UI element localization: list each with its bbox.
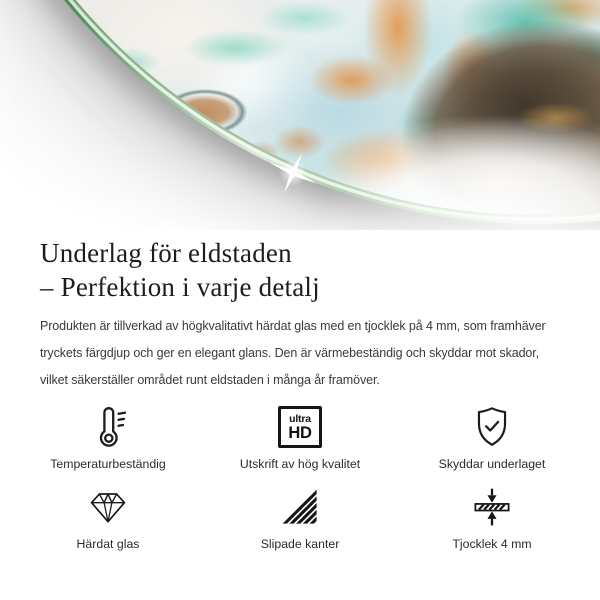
feature-polished-edges — [204, 483, 396, 552]
feature-thickness — [396, 483, 588, 552]
beveled-edges-icon — [281, 488, 319, 526]
ultra-hd-icon-text: ultra — [289, 412, 311, 425]
shield-check-icon — [469, 404, 515, 450]
icon-box — [84, 403, 132, 451]
feature-label: Tjocklek 4 mm — [452, 537, 532, 551]
feature-label: Utskrift av hög kvalitet — [239, 457, 361, 471]
icon-box — [281, 483, 319, 531]
icon-box — [87, 483, 129, 531]
product-description — [40, 313, 560, 394]
icon-box — [471, 483, 513, 531]
icon-box — [278, 403, 322, 451]
description-line: Produkten är tillverkad av högkvalitativt härdat glas med en tjocklek på 4 mm, som framhäver — [40, 319, 546, 333]
ultra-hd-icon — [278, 406, 322, 448]
thermometer-icon — [84, 403, 132, 451]
page-title — [40, 237, 560, 304]
feature-label: Temperaturbeständig — [50, 457, 166, 471]
feature-protects-floor — [396, 403, 588, 472]
feature-label: Skyddar underlaget — [438, 457, 546, 471]
diamond-icon — [87, 488, 129, 526]
feature-temperature-resistant — [12, 403, 204, 472]
thickness-compress-icon — [471, 485, 513, 529]
description-line: tryckets färgdjup och ger en elegant glans. Den är värmebeständig och skyddar mot skador, — [40, 346, 540, 360]
product-info-section — [0, 237, 600, 552]
ultra-hd-icon-text: HD — [288, 423, 312, 442]
feature-label: Slipade kanter — [260, 537, 340, 551]
feature-grid — [0, 403, 600, 552]
feature-tempered-glass — [12, 483, 204, 552]
product-photo — [0, 0, 600, 230]
feature-label: Härdat glas — [76, 537, 140, 551]
title-line-1: Underlag för eldstaden — [40, 238, 292, 268]
feature-print-quality — [204, 403, 396, 472]
title-line-2: – Perfektion i varje detalj — [40, 271, 320, 302]
description-line: vilket säkerställer området runt eldstaden i många år framöver. — [40, 373, 380, 387]
icon-box — [469, 403, 515, 451]
